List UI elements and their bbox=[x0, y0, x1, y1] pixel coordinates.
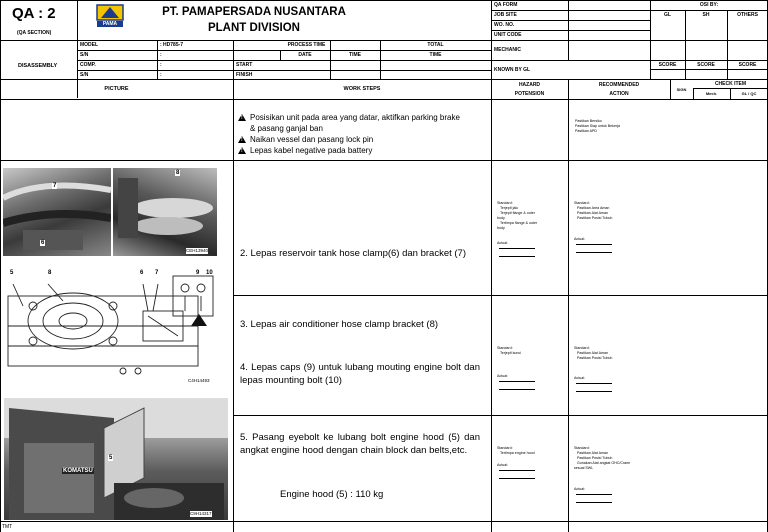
hazard-1: Standard: bbox=[497, 201, 513, 205]
hazard-2: Standard: bbox=[497, 346, 513, 350]
fig1-code: CEH13940 bbox=[186, 248, 209, 253]
photo-reservoir-left bbox=[3, 168, 111, 256]
job-site-label: JOB SITE bbox=[494, 12, 517, 18]
fig2-label-7: 7 bbox=[155, 270, 159, 276]
action-1: Pastikan Area Aman bbox=[577, 206, 610, 210]
safety-action: Pastikan APD bbox=[575, 129, 597, 133]
model-value: : HD785-7 bbox=[160, 42, 184, 48]
hazard-1: Tertimpa flange & outer bbox=[500, 221, 538, 225]
action-3-blank[interactable] bbox=[576, 500, 612, 503]
fig2-label-6: 6 bbox=[140, 270, 144, 276]
hazard-2-blank[interactable] bbox=[499, 379, 535, 382]
known-by-label: KNOWN BY GL bbox=[494, 67, 531, 73]
gl-label: GL bbox=[664, 12, 671, 18]
hazard-3: Tertimpa engine hood bbox=[500, 451, 535, 455]
action-3: Pastikan Posisi Tubuh bbox=[577, 456, 613, 460]
fig3-label-5: 5 bbox=[109, 455, 113, 461]
fig2-label-5: 5 bbox=[10, 270, 14, 276]
qa-form-label: QA FORM bbox=[494, 2, 518, 8]
action-3: sesuai SWL bbox=[574, 466, 594, 470]
photo-reservoir-right bbox=[113, 168, 217, 256]
hazard-2-actual: Actual: bbox=[497, 374, 508, 378]
hazard-1: Terjepit jalu bbox=[500, 206, 519, 210]
hazard-2: Terjepit kunci bbox=[500, 351, 521, 355]
fig2-label-9: 9 bbox=[196, 270, 200, 276]
sn-label: S/N bbox=[80, 52, 89, 58]
score-gl: SCORE bbox=[658, 62, 677, 68]
finish-label: FINISH bbox=[236, 72, 253, 78]
qa-section: (QA SECTION) bbox=[17, 30, 52, 36]
hazard-1-blank[interactable] bbox=[499, 246, 535, 249]
start-label: START bbox=[236, 62, 253, 68]
process-title: DISASSEMBLY bbox=[18, 63, 58, 69]
recommended-header: RECOMMENDED bbox=[598, 82, 640, 88]
action-1: Pastikan Alat Aman bbox=[577, 211, 608, 215]
mechanic-label: MECHANIC bbox=[494, 47, 521, 53]
drawing-engine-mount bbox=[3, 266, 228, 388]
time-label: TIME bbox=[349, 52, 361, 58]
score-sh: SCORE bbox=[697, 62, 715, 68]
hazard-header: HAZARD bbox=[518, 82, 541, 88]
fig2-label-10: 10 bbox=[206, 270, 213, 276]
action-2: Standard: bbox=[574, 346, 590, 350]
hazard-3-blank[interactable] bbox=[499, 476, 535, 479]
warning-icon bbox=[238, 136, 246, 143]
engine-hood-weight: Engine hood (5) : 110 kg bbox=[280, 489, 384, 500]
sn2-label: S/N bbox=[80, 72, 89, 78]
qa-code: QA : 2 bbox=[12, 5, 56, 22]
action-2: Pastikan Posisi Tubuh bbox=[577, 356, 613, 360]
action-1: Pastikan Posisi Tubuh bbox=[577, 216, 613, 220]
safety-step-1b: & pasang ganjal ban bbox=[250, 124, 323, 133]
action-2-blank[interactable] bbox=[576, 389, 612, 392]
warning-icon bbox=[238, 147, 246, 154]
action-header: ACTION bbox=[609, 91, 629, 97]
step-2: 2. Lepas reservoir tank hose clamp(6) dan bracket (7) bbox=[240, 248, 466, 259]
date-label: DATE bbox=[298, 52, 312, 58]
picture-header: PICTURE bbox=[104, 86, 129, 92]
comp-value: : bbox=[160, 62, 162, 68]
step-5: 5. Pasang eyebolt ke lubang bolt engine hood (5) dan angkat engine hood dengan chain block dan belts,etc. bbox=[240, 432, 480, 456]
glqc-header: GL / QC bbox=[741, 91, 757, 96]
hazard-1-actual: Actual: bbox=[497, 241, 508, 245]
action-3: Standard: bbox=[574, 446, 590, 450]
photo-engine-hood bbox=[4, 398, 228, 520]
action-3: Gunakan Alat angkat OHC/Crane bbox=[577, 461, 631, 465]
safety-action: Pastikan Siap untuk Bekerja bbox=[575, 124, 620, 128]
total-time-label: TIME bbox=[429, 52, 442, 58]
safety-action: Pastikan Bersiko bbox=[575, 119, 602, 123]
safety-step-3: !Lepas kabel negative pada battery bbox=[238, 146, 372, 155]
hazard-3-blank[interactable] bbox=[499, 468, 535, 471]
hazard-2-blank[interactable] bbox=[499, 387, 535, 390]
hazard-1: body bbox=[497, 226, 505, 230]
sh-label: SH bbox=[702, 12, 710, 18]
fig1-label-8: 8 bbox=[176, 170, 180, 176]
mech-header: Mech. bbox=[705, 91, 718, 96]
potension-header: POTENSION bbox=[514, 91, 545, 97]
fig2-label-8: 8 bbox=[48, 270, 52, 276]
score-others: SCORE bbox=[738, 62, 757, 68]
comp-label: COMP. bbox=[80, 62, 96, 68]
hazard-3: Standard: bbox=[497, 446, 513, 450]
safety-step-2: !Naikan vessel dan pasang lock pin bbox=[238, 135, 373, 144]
hazard-3-actual: Actual: bbox=[497, 463, 508, 467]
step-3: 3. Lepas air conditioner hose clamp bracket (8) bbox=[240, 319, 439, 330]
osi-by-label: OSI BY: bbox=[699, 2, 719, 8]
work-steps-header: WORK STEPS bbox=[343, 86, 381, 92]
sign-header: SIGN bbox=[676, 87, 687, 92]
fig1-label-7: 7 bbox=[53, 183, 57, 189]
hazard-1-blank[interactable] bbox=[499, 254, 535, 257]
pama-logo: PAMA bbox=[96, 4, 124, 28]
footer-code: TMT bbox=[2, 524, 13, 530]
total-label: TOTAL bbox=[427, 42, 444, 48]
action-2: Pastikan Alat Aman bbox=[577, 351, 608, 355]
wo-no-label: WO. NO. bbox=[494, 22, 515, 28]
model-label: MODEL bbox=[80, 42, 99, 48]
action-1-blank[interactable] bbox=[576, 250, 612, 253]
safety-step-1: !Posisikan unit pada area yang datar, aktifkan parking brake bbox=[238, 113, 460, 122]
action-2-blank[interactable] bbox=[576, 381, 612, 384]
action-1-blank[interactable] bbox=[576, 242, 612, 245]
step-4: 4. Lepas caps (9) untuk lubang mouting engine bolt dan lepas mounting bolt (10) bbox=[240, 362, 480, 386]
fig2-code: C4H14493 bbox=[188, 378, 210, 383]
action-2-actual: Actual: bbox=[574, 376, 585, 380]
action-3-blank[interactable] bbox=[576, 492, 612, 495]
hazard-1: Terjepit flange & outer bbox=[500, 211, 535, 215]
fig3-code: C9H14317 bbox=[190, 511, 212, 516]
action-1: Standard: bbox=[574, 201, 590, 205]
process-time-label: PROCESS TIME bbox=[287, 42, 326, 48]
check-item-header: CHECK ITEM bbox=[714, 81, 747, 87]
division-name: PLANT DIVISION bbox=[207, 22, 300, 34]
company-name: PT. PAMAPERSADA NUSANTARA bbox=[162, 6, 346, 18]
fig3-brand: KOMATSU bbox=[63, 468, 93, 474]
others-label: OTHERS bbox=[737, 12, 758, 18]
action-3-actual: Actual: bbox=[574, 487, 585, 491]
fig1-label-6: 6 bbox=[41, 240, 45, 246]
hazard-1: body bbox=[497, 216, 505, 220]
sn-value: : bbox=[160, 52, 162, 58]
action-3: Pastikan Alat Aman bbox=[577, 451, 608, 455]
warning-icon bbox=[238, 114, 246, 121]
sn2-value: : bbox=[160, 72, 162, 78]
action-1-actual: Actual: bbox=[574, 237, 585, 241]
unit-code-label: UNIT CODE bbox=[494, 32, 522, 38]
